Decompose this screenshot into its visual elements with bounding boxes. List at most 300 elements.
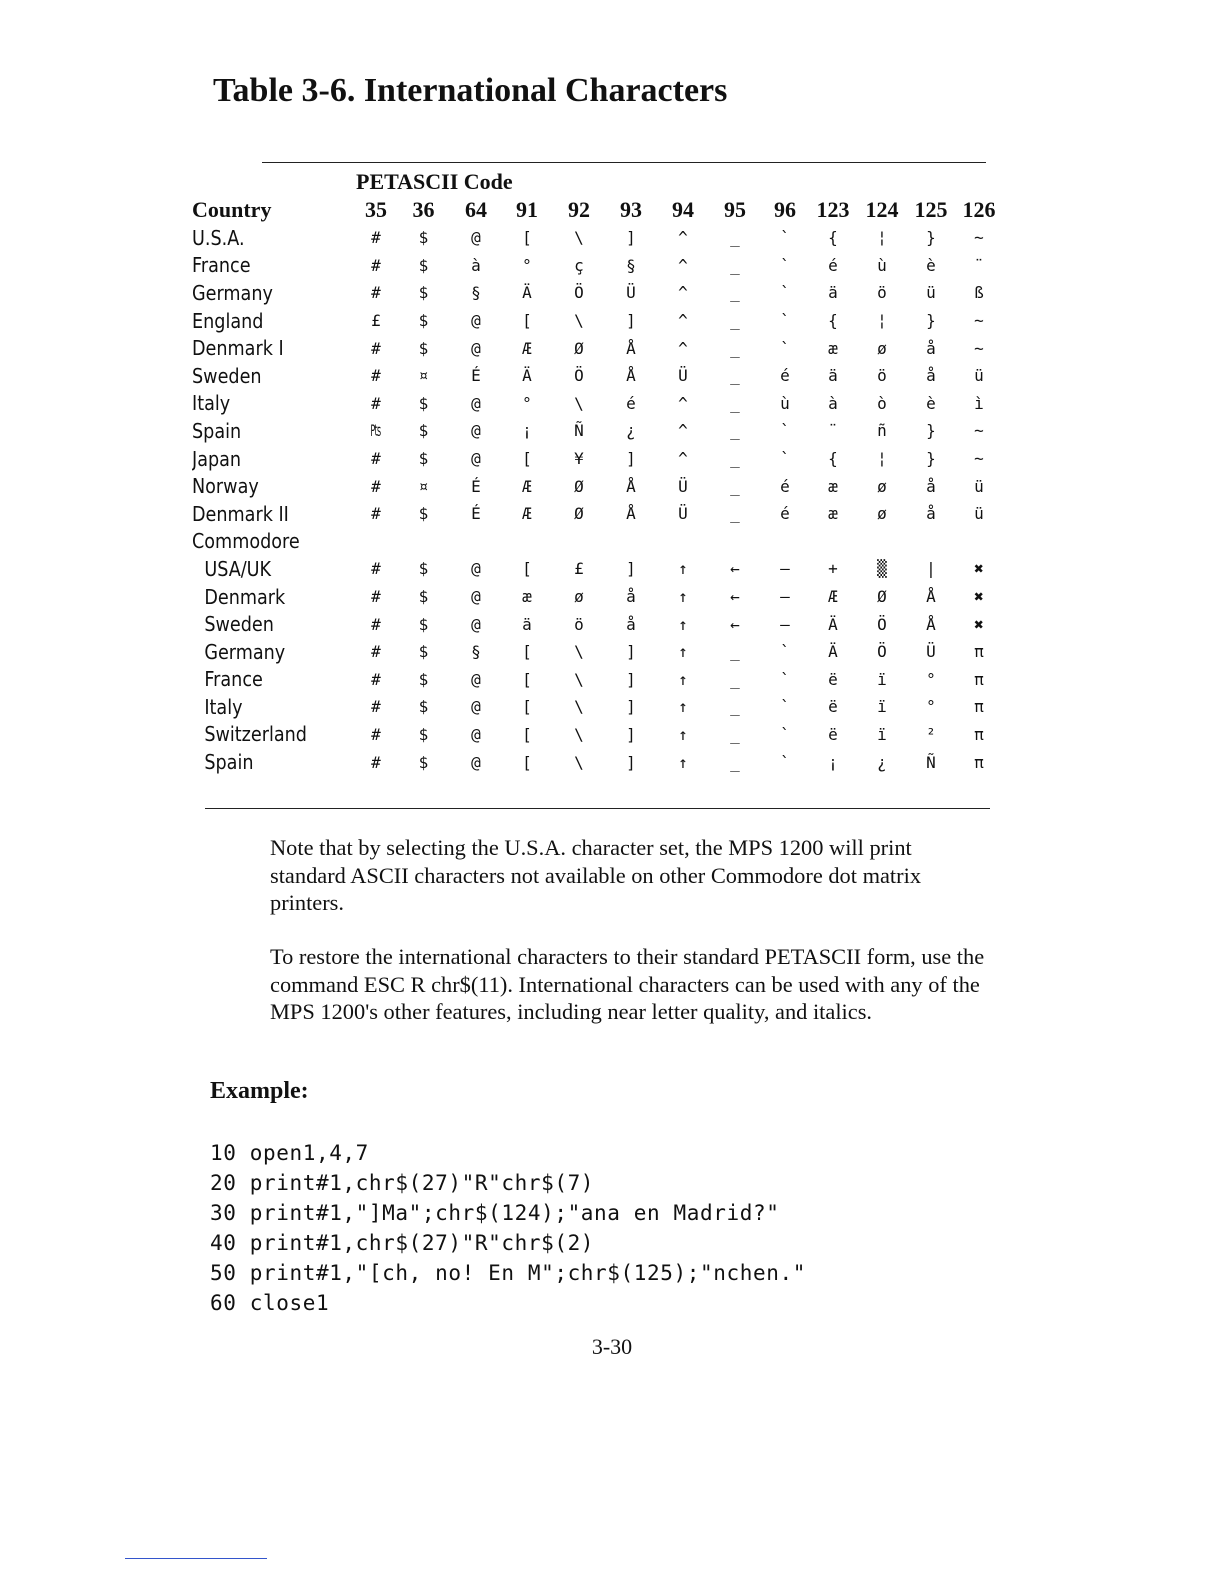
char-cell: ✖	[974, 614, 984, 634]
char-cell: \	[574, 669, 584, 689]
table-row	[192, 307, 1003, 335]
char-cell: ò	[877, 393, 887, 413]
table-corner	[192, 168, 356, 196]
char-cell: ü	[974, 504, 984, 524]
code-line: 30 print#1,"]Ma";chr$(124);"ana en Madrid?"	[210, 1201, 780, 1225]
char-cell: è	[926, 393, 936, 413]
char-cell: _	[730, 255, 740, 275]
country-column-header: Country	[192, 197, 272, 222]
char-cell: ø	[877, 338, 887, 358]
char-cell: ¥	[574, 449, 584, 469]
char-cell: Ø	[877, 587, 887, 607]
page-title: Table 3-6. International Characters	[213, 72, 728, 109]
char-cell: \	[574, 642, 584, 662]
char-cell: ▒	[877, 559, 887, 579]
char-cell: §	[471, 283, 481, 303]
char-cell: ë	[828, 724, 838, 744]
char-cell: ]	[626, 724, 636, 744]
char-cell: Å	[626, 476, 636, 496]
code-header-94: 94	[672, 197, 694, 222]
char-cell: @	[471, 228, 481, 248]
char-cell: ö	[877, 283, 887, 303]
char-cell: [	[522, 669, 532, 689]
char-cell: é	[780, 476, 790, 496]
country-name: Sweden	[192, 363, 262, 388]
char-cell: è	[926, 255, 936, 275]
char-cell: Ä	[828, 614, 838, 634]
char-cell: Ø	[574, 476, 584, 496]
table-row	[192, 555, 1003, 583]
country-name: Denmark	[204, 584, 286, 609]
char-cell: {	[828, 449, 838, 469]
char-cell: Ä	[522, 366, 532, 386]
char-cell: å	[626, 614, 636, 634]
char-cell: #	[371, 366, 381, 386]
char-cell: ø	[877, 476, 887, 496]
char-cell: _	[730, 393, 740, 413]
char-cell: #	[371, 724, 381, 744]
code-line: 50 print#1,"[ch, no! En M";chr$(125);"nchen."	[210, 1261, 806, 1285]
char-cell: ₧	[371, 421, 381, 441]
char-cell: `	[780, 449, 790, 469]
char-cell: É	[471, 476, 481, 496]
char-cell: [	[522, 642, 532, 662]
petascii-code-header: PETASCII Code	[356, 169, 513, 194]
char-cell: $	[418, 669, 429, 689]
country-name: Norway	[192, 474, 259, 499]
char-cell: $	[418, 311, 429, 331]
char-cell: ù	[780, 393, 790, 413]
char-cell: _	[730, 338, 740, 358]
char-cell: £	[371, 311, 381, 331]
char-cell: ]	[626, 642, 636, 662]
char-cell: Ü	[678, 504, 688, 524]
char-cell: ^	[678, 393, 688, 413]
code-line: 60 close1	[210, 1291, 330, 1315]
char-cell: ä	[828, 366, 838, 386]
char-cell: $	[418, 642, 429, 662]
char-cell: É	[471, 504, 481, 524]
char-cell: #	[371, 614, 381, 634]
char-cell: —	[780, 559, 790, 579]
commodore-label-row	[192, 528, 1003, 556]
char-cell: π	[974, 752, 984, 772]
country-name: Spain	[204, 750, 254, 775]
table-row	[192, 472, 1003, 500]
char-cell: ^	[678, 338, 688, 358]
note-paragraph-restore: To restore the international characters to their standard PETASCII form, use the command ESC R chr$(11). International characters can be used with any of the MPS 1200's other features, including near letter quality, and italics.	[270, 944, 985, 1024]
char-cell: ¿	[877, 752, 887, 772]
char-cell: Ü	[678, 476, 688, 496]
char-cell: $	[418, 338, 429, 358]
char-cell: {	[828, 311, 838, 331]
char-cell: ]	[626, 752, 636, 772]
char-cell: §	[471, 642, 481, 662]
char-cell: Å	[626, 366, 636, 386]
char-cell: ~	[974, 338, 984, 358]
char-cell: @	[471, 587, 481, 607]
char-cell: _	[730, 504, 740, 524]
char-cell: }	[926, 421, 936, 441]
table-row	[192, 445, 1003, 473]
char-cell: +	[828, 559, 838, 579]
char-cell: #	[371, 283, 381, 303]
char-cell: Å	[926, 587, 936, 607]
table-row	[192, 721, 1003, 749]
char-cell: #	[371, 559, 381, 579]
char-cell: }	[926, 311, 936, 331]
char-cell: å	[626, 587, 636, 607]
country-name: U.S.A.	[192, 225, 245, 250]
char-cell: #	[371, 697, 381, 717]
char-cell: æ	[828, 504, 838, 524]
char-cell: ¦	[877, 311, 887, 331]
char-cell: @	[471, 311, 481, 331]
char-cell: å	[926, 366, 936, 386]
char-cell: _	[730, 697, 740, 717]
char-cell: Ñ	[926, 752, 936, 772]
char-cell: ö	[877, 366, 887, 386]
char-cell: Æ	[522, 476, 532, 496]
code-line: 40 print#1,chr$(27)"R"chr$(2)	[210, 1231, 595, 1255]
char-cell: é	[780, 366, 790, 386]
char-cell: Ä	[522, 283, 532, 303]
char-cell: `	[780, 642, 790, 662]
char-cell: _	[730, 642, 740, 662]
char-cell: Å	[626, 504, 636, 524]
char-cell: ñ	[877, 421, 887, 441]
code-header-95: 95	[724, 197, 746, 222]
char-cell: é	[780, 504, 790, 524]
country-name: Germany	[204, 639, 286, 664]
char-cell: Ü	[678, 366, 688, 386]
commodore-label: Commodore	[192, 529, 300, 554]
code-header-125: 125	[914, 197, 948, 222]
char-cell: ¦	[877, 228, 887, 248]
table-bottom-rule	[205, 808, 990, 809]
char-cell: @	[471, 697, 481, 717]
char-cell: ^	[678, 449, 688, 469]
char-cell: ë	[828, 697, 838, 717]
table-row	[192, 417, 1003, 445]
char-cell: ü	[974, 476, 984, 496]
char-cell: æ	[828, 476, 838, 496]
char-cell: ^	[678, 228, 688, 248]
country-name: France	[192, 253, 251, 278]
table-row	[192, 666, 1003, 694]
char-cell: $	[418, 697, 429, 717]
char-cell: é	[626, 393, 636, 413]
table-row	[192, 279, 1003, 307]
char-cell: ¨	[974, 255, 984, 275]
char-cell: ö	[574, 614, 584, 634]
code-header-126: 126	[962, 197, 996, 222]
char-cell: @	[471, 338, 481, 358]
char-cell: °	[926, 669, 936, 689]
char-cell: Ü	[626, 283, 636, 303]
char-cell: ï	[877, 669, 887, 689]
char-cell: #	[371, 669, 381, 689]
example-heading: Example:	[210, 1078, 309, 1104]
char-cell: ↑	[678, 642, 688, 662]
char-cell: `	[780, 311, 790, 331]
char-cell: °	[522, 255, 532, 275]
char-cell: ←	[730, 587, 740, 607]
char-cell: \	[574, 724, 584, 744]
country-name: Italy	[204, 694, 243, 719]
char-cell: `	[780, 421, 790, 441]
char-cell: [	[522, 228, 532, 248]
char-cell: ¿	[626, 421, 636, 441]
char-cell: `	[780, 338, 790, 358]
char-cell: \	[574, 311, 584, 331]
char-cell: @	[471, 449, 481, 469]
char-cell: #	[371, 504, 381, 524]
char-cell: ^	[678, 255, 688, 275]
char-cell: _	[730, 421, 740, 441]
char-cell: `	[780, 283, 790, 303]
char-cell: ↑	[678, 697, 688, 717]
char-cell: $	[418, 614, 429, 634]
char-cell: ß	[974, 283, 984, 303]
char-cell: π	[974, 697, 984, 717]
char-cell: Ñ	[574, 421, 584, 441]
char-cell: #	[371, 449, 381, 469]
char-cell: ]	[626, 449, 636, 469]
char-cell: ↑	[678, 669, 688, 689]
table-row	[192, 693, 1003, 721]
char-cell: `	[780, 724, 790, 744]
char-cell: Ö	[877, 614, 887, 634]
char-cell: \	[574, 393, 584, 413]
code-header-36: 36	[412, 197, 435, 222]
char-cell: Å	[626, 338, 636, 358]
char-cell: ü	[974, 366, 984, 386]
char-cell: Ö	[574, 366, 584, 386]
char-cell: Å	[926, 614, 936, 634]
char-cell: É	[471, 366, 481, 386]
code-header-96: 96	[774, 197, 796, 222]
char-cell: |	[926, 559, 936, 579]
char-cell: ↑	[678, 752, 688, 772]
char-cell: Ö	[574, 283, 584, 303]
char-cell: $	[418, 393, 429, 413]
char-cell: ]	[626, 228, 636, 248]
char-cell: å	[926, 476, 936, 496]
char-cell: ✖	[974, 559, 984, 579]
country-name: Germany	[192, 280, 273, 305]
char-cell: @	[471, 421, 481, 441]
char-cell: #	[371, 338, 381, 358]
char-cell: $	[418, 255, 429, 275]
char-cell: `	[780, 669, 790, 689]
code-line: 10 open1,4,7	[210, 1141, 369, 1165]
char-cell: ù	[877, 255, 887, 275]
char-cell: ←	[730, 614, 740, 634]
table-row	[192, 224, 1003, 252]
char-cell: ↑	[678, 724, 688, 744]
char-cell: à	[471, 255, 481, 275]
char-cell: $	[418, 504, 429, 524]
char-cell: °	[522, 393, 532, 413]
char-cell: _	[730, 449, 740, 469]
table-top-rule	[262, 162, 986, 163]
char-cell: `	[780, 255, 790, 275]
char-cell: ¨	[828, 421, 838, 441]
char-cell: @	[471, 393, 481, 413]
char-cell: ¤	[418, 366, 429, 386]
country-name: Sweden	[204, 612, 274, 637]
char-cell: ¦	[877, 449, 887, 469]
char-cell: `	[780, 697, 790, 717]
char-cell: _	[730, 283, 740, 303]
char-cell: ¡	[522, 421, 532, 441]
char-cell: ä	[522, 614, 532, 634]
char-cell: [	[522, 724, 532, 744]
char-cell: ↑	[678, 559, 688, 579]
char-cell: ]	[626, 697, 636, 717]
char-cell: ↑	[678, 614, 688, 634]
page-number: 3-30	[591, 1334, 633, 1359]
char-cell: ø	[574, 587, 584, 607]
char-cell: ä	[828, 283, 838, 303]
char-cell: ø	[877, 504, 887, 524]
char-cell: Ø	[574, 338, 584, 358]
char-cell: #	[371, 587, 381, 607]
country-name: Switzerland	[204, 722, 307, 747]
char-cell: Ä	[828, 642, 838, 662]
table-code-header-row	[192, 196, 1003, 224]
char-cell: å	[926, 504, 936, 524]
char-cell: [	[522, 752, 532, 772]
char-cell: ²	[926, 724, 936, 744]
char-cell: _	[730, 669, 740, 689]
char-cell: π	[974, 669, 984, 689]
char-cell: [	[522, 449, 532, 469]
char-cell: æ	[828, 338, 838, 358]
table-group-header-row	[192, 168, 1003, 196]
char-cell: #	[371, 752, 381, 772]
code-header-92: 92	[568, 197, 590, 222]
char-cell: ï	[877, 697, 887, 717]
code-header-91: 91	[516, 197, 538, 222]
char-cell: ç	[574, 255, 584, 275]
char-cell: é	[828, 255, 838, 275]
char-cell: °	[926, 697, 936, 717]
country-name: Denmark I	[192, 336, 284, 361]
char-cell: _	[730, 752, 740, 772]
char-cell: $	[418, 724, 429, 744]
char-cell: _	[730, 311, 740, 331]
char-cell: ~	[974, 421, 984, 441]
char-cell: $	[418, 228, 429, 248]
char-cell: $	[418, 283, 429, 303]
char-cell: ^	[678, 283, 688, 303]
char-cell: _	[730, 476, 740, 496]
char-cell: #	[371, 476, 381, 496]
international-characters-table	[192, 168, 1003, 776]
country-name: Denmark II	[192, 501, 289, 526]
char-cell: $	[418, 587, 429, 607]
char-cell: #	[371, 642, 381, 662]
char-cell: ]	[626, 559, 636, 579]
char-cell: #	[371, 393, 381, 413]
char-cell: `	[780, 752, 790, 772]
char-cell: π	[974, 642, 984, 662]
char-cell: ¤	[418, 476, 429, 496]
char-cell: £	[574, 559, 584, 579]
example-code-block	[210, 1138, 806, 1318]
char-cell: Ü	[926, 642, 936, 662]
char-cell: @	[471, 614, 481, 634]
char-cell: @	[471, 559, 481, 579]
table-row	[192, 610, 1003, 638]
char-cell: ]	[626, 311, 636, 331]
char-cell: ~	[974, 228, 984, 248]
char-cell: å	[926, 338, 936, 358]
char-cell: ]	[626, 669, 636, 689]
char-cell: ï	[877, 724, 887, 744]
country-name: Japan	[192, 446, 242, 471]
note-paragraph-usa: Note that by selecting the U.S.A. character set, the MPS 1200 will print standard ASCII characters not available on other Commodore dot matrix printers.	[270, 835, 922, 915]
code-header-35: 35	[365, 197, 387, 222]
char-cell: ^	[678, 311, 688, 331]
char-cell: [	[522, 311, 532, 331]
char-cell: \	[574, 752, 584, 772]
code-header-64: 64	[465, 197, 487, 222]
char-cell: ^	[678, 421, 688, 441]
char-cell: ¡	[828, 752, 838, 772]
char-cell: #	[371, 228, 381, 248]
country-rows	[192, 224, 1003, 528]
commodore-rows	[192, 555, 1003, 776]
char-cell: $	[418, 752, 429, 772]
char-cell: ~	[974, 311, 984, 331]
char-cell: Æ	[828, 587, 838, 607]
footer-line	[125, 1558, 267, 1559]
char-cell: —	[780, 587, 790, 607]
table-row	[192, 362, 1003, 390]
char-cell: {	[828, 228, 838, 248]
char-cell: π	[974, 724, 984, 744]
char-cell: $	[418, 559, 429, 579]
char-cell: @	[471, 724, 481, 744]
char-cell: \	[574, 228, 584, 248]
char-cell: æ	[522, 587, 532, 607]
country-name: USA/UK	[204, 556, 272, 581]
table-row	[192, 334, 1003, 362]
char-cell: [	[522, 697, 532, 717]
char-cell: ✖	[974, 587, 984, 607]
char-cell: Ø	[574, 504, 584, 524]
char-cell: Æ	[522, 338, 532, 358]
char-cell: Æ	[522, 504, 532, 524]
code-line: 20 print#1,chr$(27)"R"chr$(7)	[210, 1171, 595, 1195]
char-cell: `	[780, 228, 790, 248]
char-cell: _	[730, 366, 740, 386]
char-cell: —	[780, 614, 790, 634]
char-cell: ë	[828, 669, 838, 689]
country-name: Italy	[192, 391, 231, 416]
table-row	[192, 252, 1003, 280]
char-cell: @	[471, 669, 481, 689]
table-row	[192, 390, 1003, 418]
char-cell: à	[828, 393, 838, 413]
char-cell: #	[371, 255, 381, 275]
country-name: Spain	[192, 418, 242, 443]
code-header-93: 93	[620, 197, 642, 222]
char-cell: \	[574, 697, 584, 717]
